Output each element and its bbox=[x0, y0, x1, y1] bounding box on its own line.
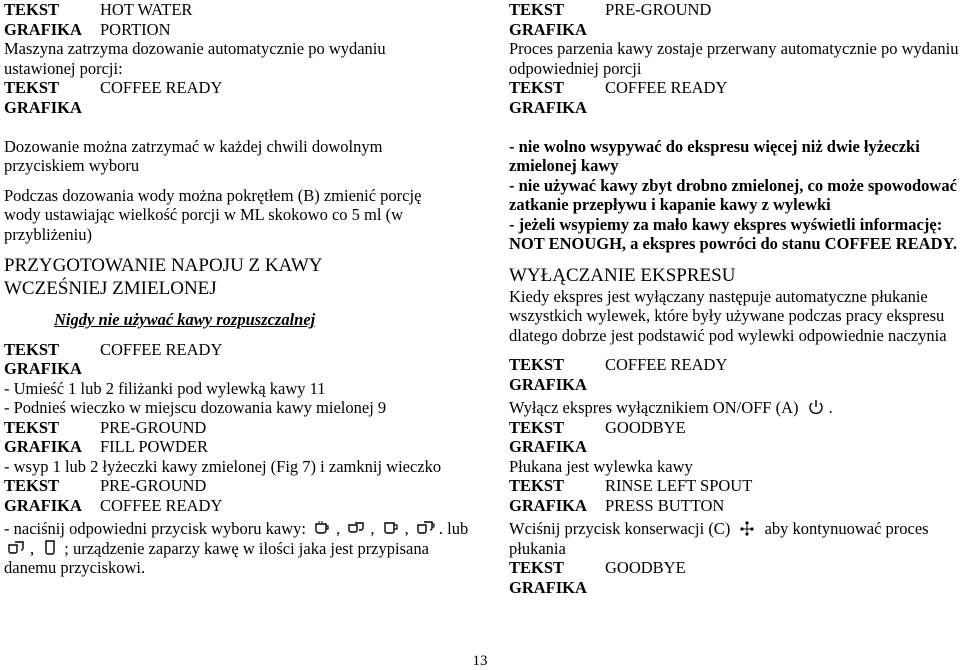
paragraph-line: Maszyna zatrzyma dozowanie automatycznie po wydaniu bbox=[4, 39, 386, 58]
double-cup-icon bbox=[7, 540, 27, 556]
paragraph-line: ustawionej porcji: bbox=[4, 58, 123, 78]
left-column bbox=[4, 0, 474, 578]
paragraph-line: dlatego dobrze jest podstawić pod wylewki odpowiednie naczynia bbox=[509, 325, 947, 345]
single-cup-icon bbox=[313, 520, 333, 536]
kv-row: TEKST COFFEE READY bbox=[509, 355, 728, 374]
paragraph-line: płukania bbox=[509, 538, 566, 558]
paragraph-line: przybliżeniu) bbox=[4, 224, 92, 244]
warning-line: zatkanie przepływu i kapanie kawy z wylewki bbox=[509, 195, 831, 214]
tall-cup-icon bbox=[41, 540, 61, 556]
kv-row: TEKST COFFEE READY bbox=[4, 78, 223, 97]
right-column bbox=[509, 0, 959, 597]
kv-row: TEKST GOODBYE bbox=[509, 417, 686, 437]
warning-line: zmielonej kawy bbox=[509, 156, 619, 175]
paragraph-line: odpowiedniej porcji bbox=[509, 58, 642, 78]
kv-row: TEKST COFFEE READY bbox=[509, 78, 728, 97]
kv-row: GRAFIKA bbox=[4, 359, 82, 378]
step-line: - Podnieś wieczko w miejscu dozowania kawy mielonej 9 bbox=[4, 398, 387, 417]
paragraph-line: Wciśnij przycisk konserwacji (C) aby kontynuować proces bbox=[509, 519, 929, 538]
step-line: - Umieść 1 lub 2 filiżanki pod wylewką kawy 11 bbox=[4, 378, 326, 398]
kv-row: GRAFIKA PRESS BUTTON bbox=[509, 495, 725, 515]
page-number: 13 bbox=[472, 653, 488, 669]
paragraph-line: Kiedy ekspres jest wyłączany następuje automatyczne płukanie bbox=[509, 286, 928, 306]
step-line: - wsyp 1 lub 2 łyżeczki kawy zmielonej (Fig 7) i zamknij wieczko bbox=[4, 456, 442, 476]
maintenance-icon bbox=[737, 520, 757, 536]
step-line: , ; urządzenie zaparzy kawę w ilości jaka jest przypisana bbox=[4, 539, 474, 559]
warning-line: NOT ENOUGH, a ekspres powróci do stanu COFFEE READY. bbox=[509, 234, 958, 253]
kv-row: TEKST RINSE LEFT SPOUT bbox=[509, 476, 753, 495]
paragraph-line: Wyłącz ekspres wyłącznikiem ON/OFF (A) . bbox=[509, 398, 833, 417]
warning-line: - nie używać kawy zbyt drobno zmielonej, co może spowodować bbox=[509, 175, 957, 195]
warning-line: - nie wolno wsypywać do ekspresu więcej niż dwie łyżeczki bbox=[509, 136, 920, 156]
mug-icon bbox=[382, 520, 402, 536]
paragraph-line: Płukana jest wylewka kawy bbox=[509, 456, 693, 476]
warning-note: Nigdy nie używać kawy rozpuszczalnej bbox=[54, 310, 316, 329]
paragraph-line: przyciskiem wyboru bbox=[4, 156, 140, 175]
section-heading: WYŁĄCZANIE EKSPRESU bbox=[509, 264, 736, 286]
paragraph-line: Podczas dozowania wody można pokrętłem (B) zmienić porcję bbox=[4, 185, 422, 205]
kv-row: TEKST COFFEE READY bbox=[4, 339, 223, 359]
double-cup-icon bbox=[347, 520, 367, 536]
kv-row: GRAFIKA bbox=[509, 19, 587, 39]
kv-row: TEKST HOT WATER bbox=[4, 0, 193, 19]
paragraph-line: Dozowanie można zatrzymać w każdej chwili dowolnym bbox=[4, 136, 383, 156]
step-line: - naciśnij odpowiedni przycisk wyboru kawy: , , , . lub bbox=[4, 519, 469, 538]
warning-line: - jeżeli wsypiemy za mało kawy ekspres wyświetli informację: bbox=[509, 214, 943, 234]
section-heading: PRZYGOTOWANIE NAPOJU Z KAWY bbox=[4, 255, 323, 276]
paragraph-line: wszystkich wylewek, które były używane podczas pracy ekspresu bbox=[509, 306, 945, 325]
kv-row: TEKST GOODBYE bbox=[509, 558, 686, 577]
paragraph-line: Proces parzenia kawy zostaje przerwany automatycznie po wydaniu bbox=[509, 39, 959, 58]
kv-row: TEKST PRE-GROUND bbox=[4, 417, 207, 437]
kv-row: GRAFIKA FILL POWDER bbox=[4, 437, 209, 456]
kv-row: GRAFIKA bbox=[509, 374, 587, 394]
double-mug-icon bbox=[416, 520, 436, 536]
section-heading: WCZEŚNIEJ ZMIELONEJ bbox=[4, 278, 217, 299]
power-icon bbox=[806, 399, 826, 415]
kv-row: TEKST PRE-GROUND bbox=[4, 476, 207, 495]
kv-row: GRAFIKA COFFEE READY bbox=[4, 495, 223, 515]
kv-row: GRAFIKA bbox=[4, 97, 82, 117]
kv-row: GRAFIKA bbox=[509, 437, 587, 456]
paragraph-line: wody ustawiając wielkość porcji w ML skokowo co 5 ml (w bbox=[4, 205, 403, 224]
kv-row: GRAFIKA bbox=[509, 97, 587, 117]
step-line: danemu przyciskowi. bbox=[4, 558, 146, 577]
kv-row: GRAFIKA bbox=[509, 577, 587, 597]
kv-row: GRAFIKA PORTION bbox=[4, 19, 171, 39]
kv-row: TEKST PRE-GROUND bbox=[509, 0, 712, 19]
